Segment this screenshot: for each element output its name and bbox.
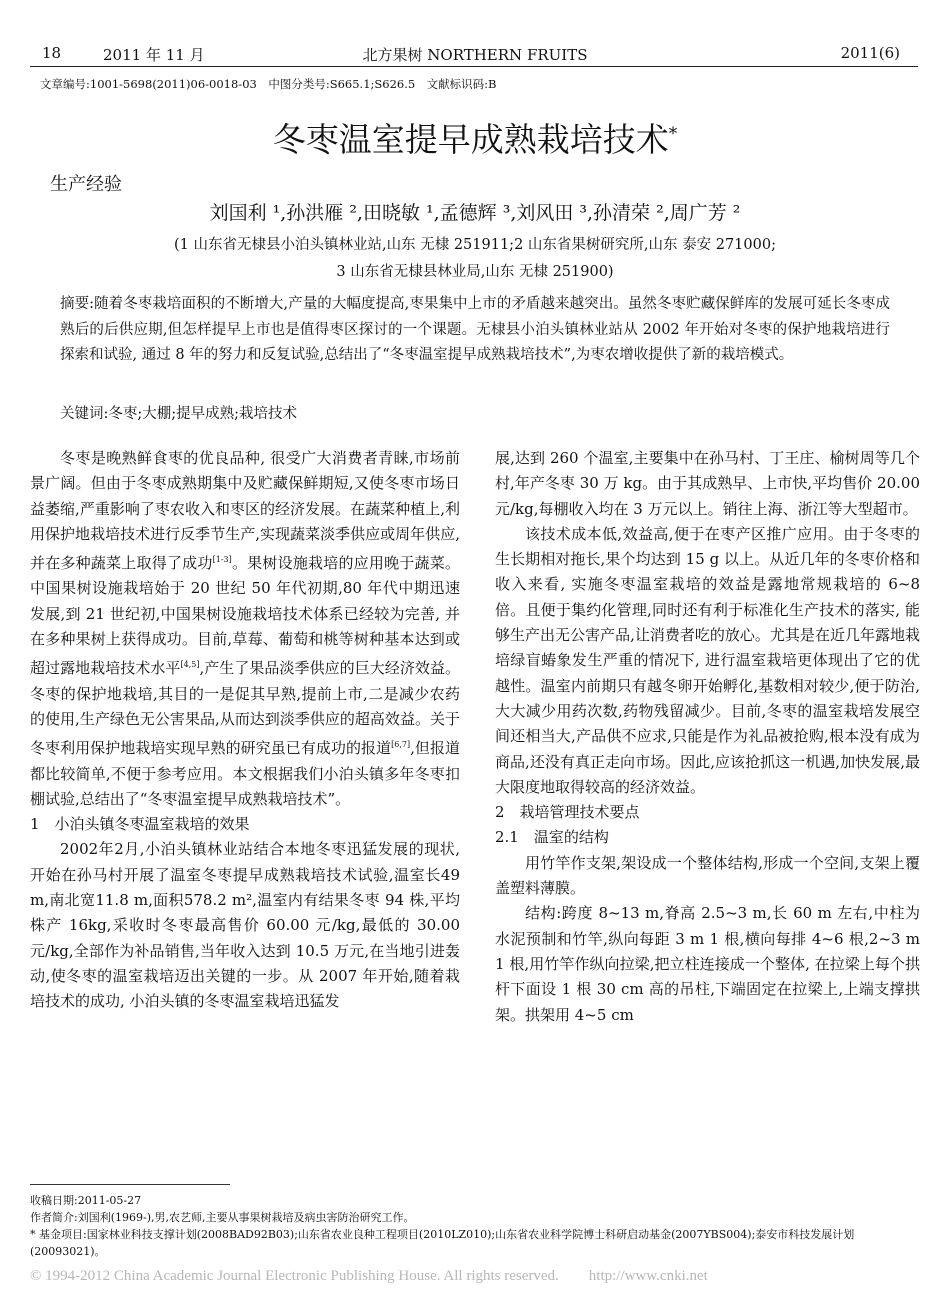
affiliation-line-2: 3 山东省无棣县林业局,山东 无棣 251900) bbox=[336, 264, 614, 280]
authors: 刘国利 ¹,孙洪雁 ²,田晓敏 ¹,孟德辉 ³,刘风田 ³,孙清荣 ²,周广芳 ² bbox=[209, 202, 741, 224]
copyright-watermark: © 1994-2012 China Academic Journal Electronic Publishing House. All rights reserved. http://www.cnki.net bbox=[30, 1268, 708, 1284]
intro-text-1: 冬枣是晚熟鲜食枣的优良品种, 很受广大消费者青睐,市场前景广阔。但由于冬枣成熟期集中及贮藏保鲜期短,又使冬枣市场日益萎缩,严重影响了枣农收入和枣区的经济发展。在蔬菜种植上,利用保护地栽培技术进行反季节生产,实现蔬菜淡季供应或周年供应,并在多种蔬菜上取得了成功 bbox=[30, 449, 460, 573]
journal-name: 北方果树 NORTHERN FRUITS bbox=[362, 46, 588, 64]
received-date: 收稿日期:2011-05-27 bbox=[30, 1194, 142, 1207]
paragraph-structure-detail: 结构:跨度 8~13 m,脊高 2.5~3 m,长 60 m 左右,中柱为水泥预制和竹竿,纵向每距 3 m 1 根,横向每排 4~6 根,2~3 m 1 根,用竹竿作纵向拉梁,把立柱连接成一个整体, 在拉梁上每个拱杆下面设 1 根 30 cm 高的吊柱,下端固定在拉梁上,上端支撑拱架。拱架用 4~5 cm bbox=[495, 904, 920, 1024]
paragraph-results: 2002年2月,小泊头镇林业站结合本地冬枣迅猛发展的现状, 开始在孙马村开展了温室冬枣提早成熟栽培技术试验,温室长49 m,南北宽11.8 m,面积578.2 m²,温室内有结果冬枣 94 株,平均株产 16kg,采收时冬枣最高售价 60.00 元/kg,最低的 30.00 元/kg,全部作为补品销售,当年收入达到 10.5 万元,在当地引进轰动,使冬枣的温室栽培迈出关键的一步。从 2007 年开始,随着栽培技术的成功, 小泊头镇的冬枣温室栽培迅猛发 bbox=[30, 840, 460, 1011]
body-column-left bbox=[30, 446, 460, 1015]
title-footnote-mark: * bbox=[668, 124, 678, 144]
footnote-rule bbox=[30, 1184, 230, 1185]
paragraph-benefits: 该技术成本低,效益高,便于在枣产区推广应用。由于冬枣的生长期相对拖长,果个均达到 15 g 以上。从近几年的冬枣价格和收入来看, 实施冬枣温室栽培的效益是露地常规栽培的 6~8 倍。且便于集约化管理,同时还有利于标准化生产技术的落实, 能够生产出无公害产品,让消费者吃的放心。尤其是在近几年露地栽培绿盲蝽象发生严重的情况下, 进行温室栽培更体现出了它的优越性。温室内前期只有越冬卵开始孵化,基数相对较少,便于防治,大大减少用药次数,药物残留减少。目前,冬枣的温室栽培发展空间还相当大,产品供不应求,只能是作为礼品被抢购,根本没有成为商品,还没有真正走向市场。因此,应该抢抓这一机遇,加快发展,最大限度地取得较高的经济效益。 bbox=[495, 524, 920, 796]
subsection-heading-2-1: 2.1 温室的结构 bbox=[495, 828, 609, 847]
affiliation-line-1: (1 山东省无棣县小泊头镇林业站,山东 无棣 251911;2 山东省果树研究所,山东 泰安 271000; bbox=[174, 237, 776, 253]
page-number: 18 bbox=[42, 44, 62, 62]
paragraph-structure-intro: 用竹竿作支架,架设成一个整体结构,形成一个空间,支架上覆盖塑料薄膜。 bbox=[495, 853, 920, 898]
keywords: 关键词:冬枣;大棚;提早成熟;栽培技术 bbox=[60, 406, 298, 422]
section-heading-2: 2 栽培管理技术要点 bbox=[495, 803, 640, 822]
intro-text-3: ,产生了果品淡季供应的巨大经济效益。冬枣的保护地栽培,其目的一是促其早熟,提前上市,二是减少农药的使用,生产绿色无公害果品,从而达到淡季供应的超高效益。关于冬枣利用保护地栽培实现早熟的研究虽已有成功的报道 bbox=[30, 659, 460, 758]
body-column-right bbox=[495, 446, 920, 1028]
section-tag: 生产经验 bbox=[50, 174, 122, 195]
footnotes bbox=[30, 1192, 920, 1260]
header-rule bbox=[30, 66, 918, 67]
author-bio: 作者简介:刘国利(1969-),男,农艺师,主要从事果树栽培及病虫害防治研究工作。 bbox=[30, 1211, 415, 1224]
abstract: 摘要:随着冬枣栽培面积的不断增大,产量的大幅度提高,枣果集中上市的矛盾越来越突出。虽然冬枣贮藏保鲜库的发展可延长冬枣成熟后的后供应期,但怎样提早上市也是值得枣区探讨的一个课题。无棣县小泊头镇林业站从 2002 年开始对冬枣的保护地栽培进行探索和试验, 通过 8 年的努力和反复试验,总结出了“冬枣温室提早成熟栽培技术”,为枣农增收提供了新的栽培模式。 bbox=[60, 296, 890, 363]
article-meta: 文章编号:1001-5698(2011)06-0018-03 中图分类号:S665.1;S626.5 文献标识码:B bbox=[40, 77, 497, 91]
intro-text-4: ,但报道都比较简单,不便于参考应用。本文根据我们小泊头镇多年冬枣扣棚试验,总结出了“冬枣温室提早成熟栽培技术”。 bbox=[30, 739, 460, 808]
citation: [4,5] bbox=[180, 660, 200, 670]
intro-text-2: 。果树设施栽培的应用晚于蔬菜。中国果树设施栽培始于 20 世纪 50 年代初期,80 年代中期迅速发展,到 21 世纪初,中国果树设施栽培技术体系已经较为完善, 并在多种果树上获得成功。目前,草莓、葡萄和桃等树种基本达到或超过露地栽培技术水平 bbox=[30, 554, 460, 678]
citation: [6,7] bbox=[391, 740, 411, 750]
citation: [1-3] bbox=[212, 555, 232, 565]
title-text: 冬枣温室提早成熟栽培技术 bbox=[272, 120, 669, 159]
issue-number: 2011(6) bbox=[840, 44, 900, 62]
article-title bbox=[0, 114, 950, 161]
funding-note: * 基金项目:国家林业科技支撑计划(2008BAD92B03);山东省农业良种工程项目(2010LZ010);山东省农业科学院博士科研启动基金(2007YBS004);泰安市科技发展计划(20093021)。 bbox=[30, 1228, 855, 1258]
paragraph-continued: 展,达到 260 个温室,主要集中在孙马村、丁王庄、榆树周等几个村,年产冬枣 30 万 kg。由于其成熟早、上市快,平均售价 20.00 元/kg,每棚收入均在 3 万元以上。销往上海、浙江等大型超市。 bbox=[495, 449, 920, 518]
paragraph-intro bbox=[30, 446, 460, 812]
issue-date: 2011 年 11 月 bbox=[103, 46, 205, 64]
section-heading-1: 1 小泊头镇冬枣温室栽培的效果 bbox=[30, 815, 250, 834]
